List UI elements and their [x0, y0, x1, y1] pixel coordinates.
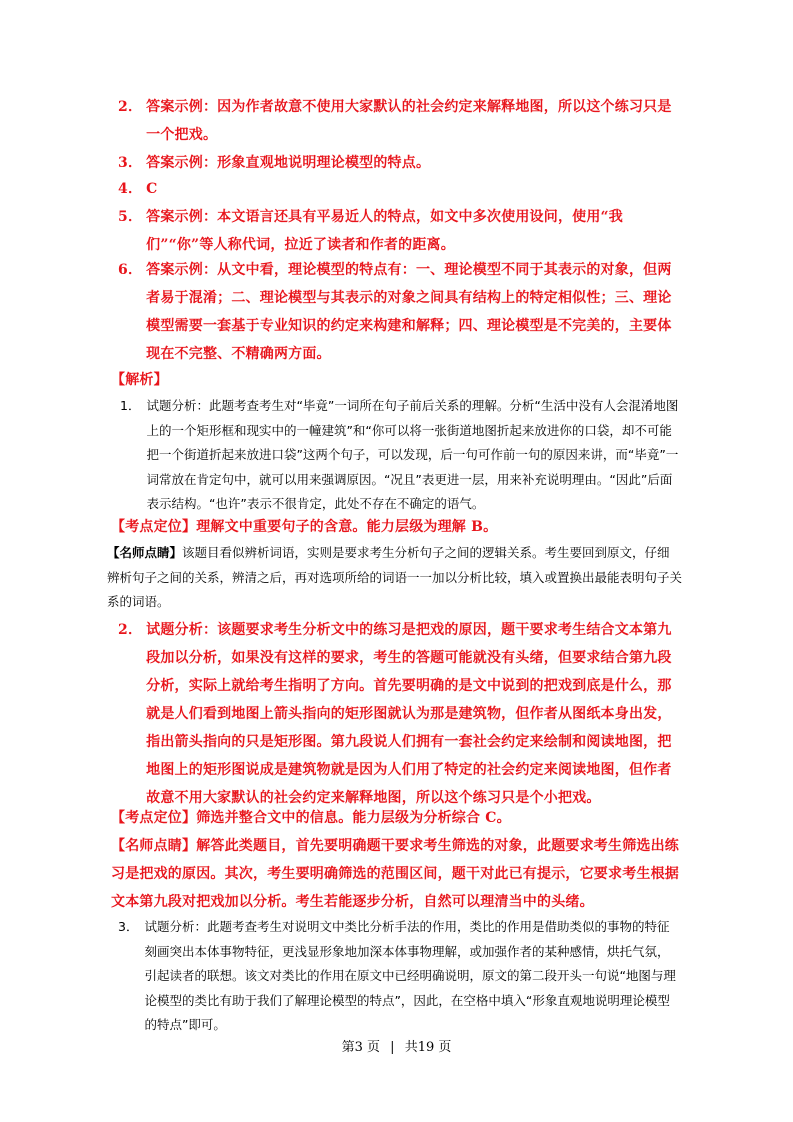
q2-analysis — [118, 616, 680, 812]
q2-mingshi — [111, 832, 681, 916]
answer-text: 答案示例：从文中看，理论模型的特点有：一、理论模型不同于其表示的对象，但两者易于混淆；二、理论模型与其表示的对象之间具有结构上的特定相似性；三、理论模型需要一套基于专业知识的约定来构建和解释；四、理论模型是不完美的，主要体现在不完整、不精确两方面。 — [146, 262, 672, 362]
analysis-number: 2． — [118, 622, 143, 638]
analysis-number: 1． — [120, 398, 141, 413]
analysis-text: 试题分析：此题考查考生对说明文中类比分析手法的作用，类比的作用是借助类似的事物的特征刻画突出本体事物特征，更浅显形象地加深本体事物理解，或加强作者的某种感情，烘托气氛，引起读者的联想。该文对类比的作用在原文中已经明确说明，原文的第二段开头一句说“地图与理论模型的类比有助于我们了解理论模型的特点”，因此，在空格中填入“形象直观地说明理论模型的特点”即可。 — [144, 919, 676, 1032]
answer-number: 6． — [118, 262, 143, 278]
q2-kaodian — [111, 804, 681, 832]
kaodian-text: 理解文中重要句子的含意。能力层级为理解 B。 — [196, 519, 498, 535]
analysis-text: 试题分析：此题考查考生对“毕竟”一词所在句子前后关系的理解。分析“生活中没有人会混淆地图上的一个矩形框和现实中的一幢建筑”和“你可以将一张街道地图折起来放进你的口袋，却不可能把一个街道折起来放进口袋”这两个句子，可以发现，后一句可作前一句的原因来讲，而“毕竟”一词常放在肯定句中，就可以用来强调原因。“况且”表更进一层，用来补充说明理由。“因此”后面表示结构。“也许”表示不很肯定，此处不存在不确定的语气。 — [146, 398, 679, 511]
mingshi-tag: 【名师点睛】 — [111, 838, 197, 854]
kaodian-tag: 【考点定位】 — [111, 810, 197, 826]
answer-3 — [118, 149, 678, 177]
answer-4 — [118, 175, 678, 203]
mingshi-tag: 【名师点睛】 — [107, 545, 183, 560]
answer-6 — [118, 256, 678, 368]
answer-number: 2． — [118, 99, 143, 115]
answer-text: 答案示例：形象直观地说明理论模型的特点。 — [146, 155, 431, 171]
answer-text: 答案示例：本文语言还具有平易近人的特点，如文中多次使用设问，使用“我们”“你”等人称代词，拉近了读者和作者的距离。 — [146, 209, 624, 253]
mingshi-text: 解答此类题目，首先要明确题干要求考生筛选的对象，此题要求考生筛选出练习是把戏的原因。其次，考生要明确筛选的范围区间，题干对此已有提示，它要求考生根据文本第九段对把戏加以分析。考生若能逐步分析，自然可以理清当中的头绪。 — [111, 838, 680, 910]
mingshi-text: 该题目看似辨析词语，实则是要求考生分析句子之间的逻辑关系。考生要回到原文，仔细辨析句子之间的关系，辨清之后，再对选项所给的词语一一加以分析比较，填入或置换出最能表明句子关系的词语。 — [107, 545, 683, 609]
answer-number: 5． — [118, 209, 143, 225]
page-footer — [0, 1036, 793, 1055]
q1-analysis — [120, 394, 680, 517]
page-number: 第3 页 — [341, 1040, 381, 1055]
answer-number: 3． — [118, 155, 143, 171]
q3-analysis — [118, 915, 680, 1038]
answer-5 — [118, 203, 678, 259]
q1-mingshi — [107, 541, 682, 615]
answer-2 — [118, 93, 678, 149]
analysis-heading: 【解析】 — [111, 372, 168, 388]
q1-kaodian — [111, 513, 681, 541]
analysis-text: 试题分析：该题要求考生分析文中的练习是把戏的原因，题干要求考生结合文本第九段加以分析，如果没有这样的要求，考生的答题可能就没有头绪，但要求结合第九段分析，实际上就给考生指明了方向。首先要明确的是文中说到的把戏到底是什么，那就是人们看到地图上箭头指向的矩形图就认为那是建筑物，但作者从图纸本身出发，指出箭头指向的只是矩形图。第九段说人们拥有一套社会约定来绘制和阅读地图，把地图上的矩形图说成是建筑物就是因为人们用了特定的社会约定来阅读地图，但作者故意不用大家默认的社会约定来解释地图，所以这个练习只是个小把戏。 — [146, 622, 672, 806]
analysis-number: 3． — [118, 919, 139, 934]
answer-text: 答案示例：因为作者故意不使用大家默认的社会约定来解释地图，所以这个练习只是一个把戏。 — [146, 99, 672, 143]
page-total: 共19 页 — [404, 1040, 452, 1055]
kaodian-text: 筛选并整合文中的信息。能力层级为分析综合 C。 — [196, 810, 511, 826]
kaodian-tag: 【考点定位】 — [111, 519, 197, 535]
answer-text: C — [146, 181, 158, 197]
footer-separator: | — [390, 1040, 395, 1055]
answer-number: 4． — [118, 181, 143, 197]
